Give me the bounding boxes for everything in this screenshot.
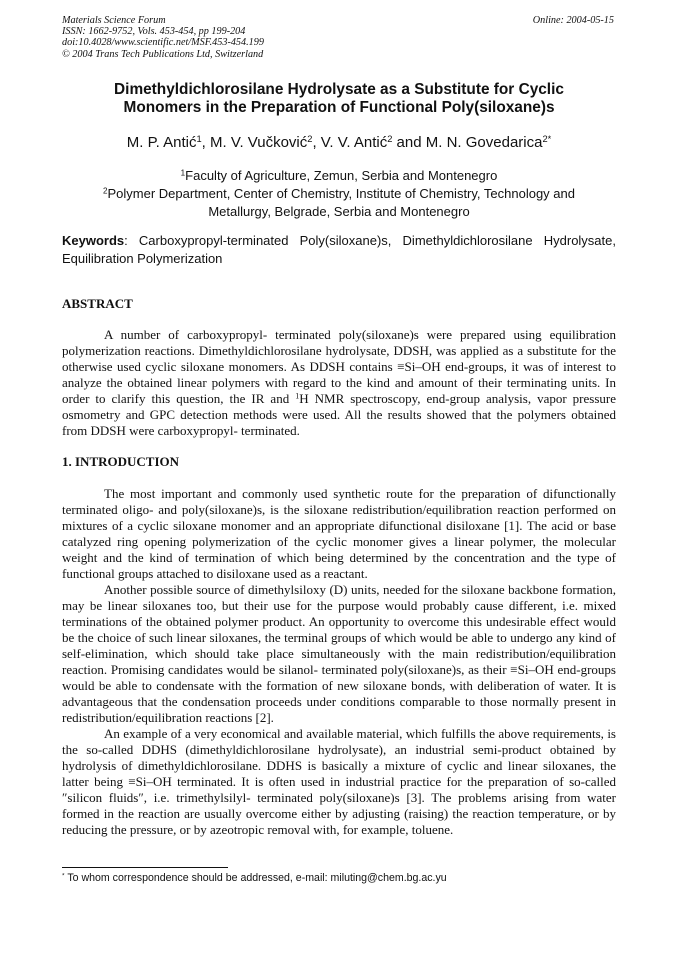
footnote xyxy=(62,872,447,884)
author-2: , M. V. Vučković xyxy=(201,134,308,151)
author-1: M. P. Antić xyxy=(126,134,197,151)
keywords xyxy=(62,232,616,267)
author-3-affiliation-mark: 2 xyxy=(387,133,393,144)
affiliation-2-text-line-2: Metallurgy, Belgrade, Serbia and Montenegro xyxy=(208,204,470,219)
footnote-divider xyxy=(62,867,228,868)
author-4-affiliation-mark: 2* xyxy=(542,133,552,144)
footnote-mark: * xyxy=(62,872,65,880)
footnote-text: To whom correspondence should be addressed, e-mail: miluting@chem.bg.ac.yu xyxy=(64,872,447,884)
journal-header xyxy=(62,15,264,60)
affiliation-1 xyxy=(62,167,616,185)
author-1-affiliation-mark: 1 xyxy=(196,133,202,144)
online-date: Online: 2004-05-15 xyxy=(532,15,614,26)
keywords-separator: : xyxy=(124,233,128,248)
nmr-superscript: 1 xyxy=(295,391,300,401)
affiliation-1-text: Faculty of Agriculture, Zemun, Serbia and Montenegro xyxy=(185,168,498,183)
introduction-heading: 1. INTRODUCTION xyxy=(62,454,180,469)
introduction-paragraph-3: An example of a very economical and available material, which fulfills the above requirements, is the so-called DDHS (dimethyldichlorosilane hydrolysate), an industrial semi-product obtained by hydrolysis of dimethyldichlorosilane. DDHS is basically a mixture of cyclic and linear siloxanes, the latter being ≡Si–OH terminated. It is often used in industrial practice for the preparation of so-called ″silicon fluids″, i.e. trimethylsilyl- terminated poly(siloxane)s [3]. The problems arising from water formed in the reaction are usually overcome either by adjusting (raising) the reaction temperature, or by reducing the pressure, or by azeotropic removal with, for example, toluene. xyxy=(62,726,616,837)
title-line-2: Monomers in the Preparation of Functional Poly(siloxane)s xyxy=(123,99,555,116)
abstract-text-part-1: A number of carboxypropyl- terminated poly(siloxane)s were prepared using equilibration polymerization reactions. Dimethyldichlorosilane hydrolysate, DDSH, was applied as a substitute for the otherwise used cyclic siloxane monomers. As DDSH contains ≡Si–OH end-groups, it was of interest to analyze the obtained linear polymers with regard to the kind and amount of their terminating units. In order to clarify this question, the IR and xyxy=(62,327,616,406)
author-2-affiliation-mark: 2 xyxy=(307,133,313,144)
keywords-text: Carboxypropyl-terminated Poly(siloxane)s, Dimethyldichlorosilane Hydrolysate, Equilibration Polymerization xyxy=(62,233,616,266)
doi-line: doi:10.4028/www.scientific.net/MSF.453-454.199 xyxy=(62,37,264,49)
affiliation-2 xyxy=(62,185,616,203)
abstract-text-part-2: H NMR spectroscopy, end-group analysis, vapor pressure osmometry and GPC detection methods were used. All the results showed that the polymers obtained from DDSH were carboxypropyl- terminated. xyxy=(62,391,616,438)
affiliation-1-mark: 1 xyxy=(180,168,186,178)
author-list xyxy=(62,134,616,152)
introduction-paragraph-2: Another possible source of dimethylsiloxy (D) units, needed for the siloxane backbone formation, may be linear siloxanes too, but their use for the purpose would probably cause different, i.e. mixed terminations of the obtained polymer product. An opportunity to overcome this undesirable effect would be the choice of such linear siloxanes, the terminal groups of which would be able to undergo any kind of self-elimination, which should take place simultaneously with the main redistribution/equilibration reaction. Promising candidates would be silanol- terminated poly(siloxane)s, as their ≡Si–OH end-groups would be able to condensate with the formation of new siloxane bonds, with deliberation of water. It is advantageous that the condensation proceeds under conditions comparable to those normally present in redistribution/equilibration reactions [2]. xyxy=(62,582,616,725)
author-4: and M. N. Govedarica xyxy=(392,134,543,151)
affiliations xyxy=(62,167,616,221)
paper-title xyxy=(62,81,616,117)
issn-line: ISSN: 1662-9752, Vols. 453-454, pp 199-204 xyxy=(62,26,246,38)
introduction-paragraph-1: The most important and commonly used synthetic route for the preparation of difunctionally terminated oligo- and poly(siloxane)s, is the siloxane redistribution/equilibration reaction performed on mixtures of a cyclic siloxane monomer and an appropriate difunctional disiloxane [1]. The acid or base catalyzed ring opening polymerization of the cyclic monomer gives a linear polymer, the molecular weight and the kind of termination of which being determined by the concentration and the type of functional groups attached to disiloxane used as a reactant. xyxy=(62,486,616,581)
title-line-1: Dimethyldichlorosilane Hydrolysate as a Substitute for Cyclic xyxy=(114,81,564,98)
abstract-heading: ABSTRACT xyxy=(62,296,133,311)
affiliation-2-mark: 2 xyxy=(103,186,108,196)
abstract-body xyxy=(62,327,616,439)
author-3: , V. V. Antić xyxy=(312,134,388,151)
copyright-line: © 2004 Trans Tech Publications Ltd, Switzerland xyxy=(62,48,264,60)
keywords-label: Keywords xyxy=(62,233,125,248)
affiliation-2-text-line-1: Polymer Department, Center of Chemistry, Institute of Chemistry, Technology and xyxy=(107,186,575,201)
journal-name: Materials Science Forum xyxy=(62,15,166,26)
